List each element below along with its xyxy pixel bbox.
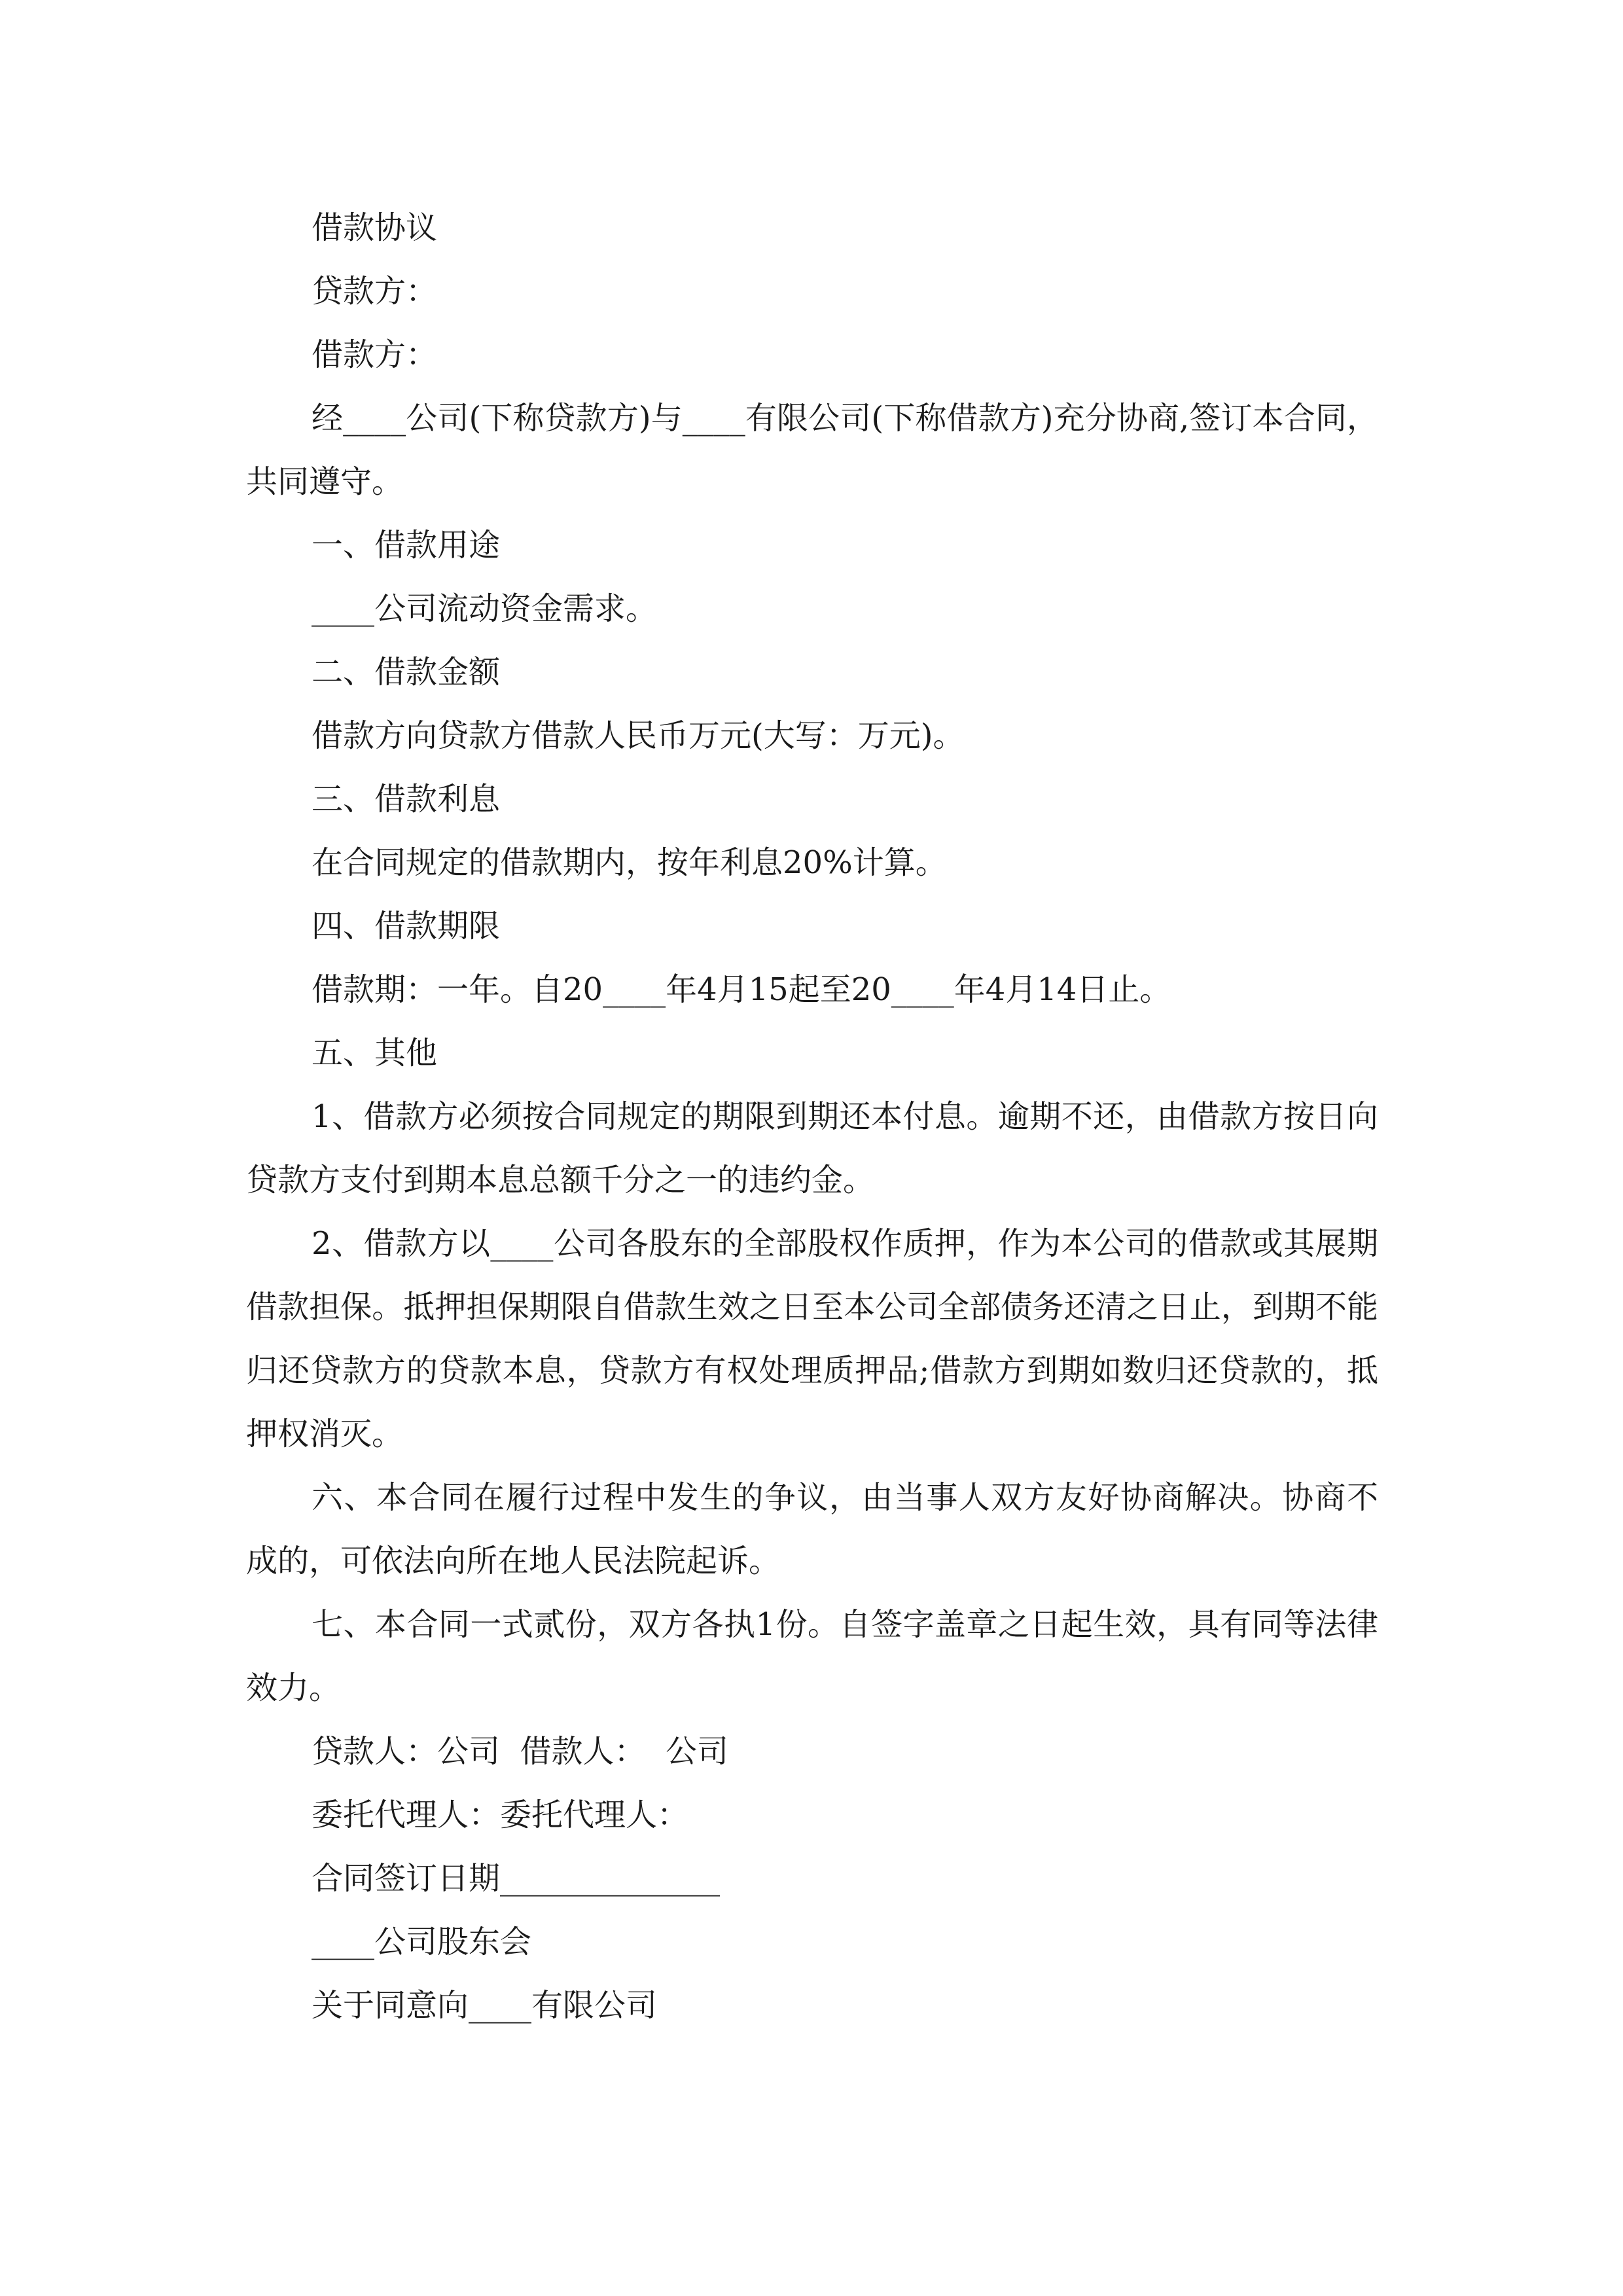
preamble-paragraph: 经____公司(下称贷款方)与____有限公司(下称借款方)充分协商,签订本合同，共同遵守。 xyxy=(246,400,1378,500)
section-heading-purpose: 一、借款用途 xyxy=(312,527,501,564)
clause-1-paragraph: 1、借款方必须按合同规定的期限到期还本付息。逾期不还，由借款方按日向贷款方支付到期本息总额千分之一的违约金。 xyxy=(246,1098,1378,1198)
section-heading-interest: 三、借款利息 xyxy=(312,781,501,817)
resolution-title-line: 关于同意向____有限公司 xyxy=(312,1987,658,2024)
signature-parties-line: 贷款人：公司 借款人： 公司 xyxy=(312,1733,729,1770)
document-title: 借款协议 xyxy=(312,209,438,246)
amount-paragraph: 借款方向贷款方借款人民币万元(大写：万元)。 xyxy=(312,717,965,754)
section-heading-other: 五、其他 xyxy=(312,1035,438,1071)
interest-paragraph: 在合同规定的借款期内，按年利息20%计算。 xyxy=(312,844,947,881)
section-heading-term: 四、借款期限 xyxy=(312,908,501,944)
borrower-line: 借款方： xyxy=(312,336,438,373)
lender-line: 贷款方： xyxy=(312,273,438,310)
dispute-paragraph: 六、本合同在履行过程中发生的争议，由当事人双方友好协商解决。协商不成的，可依法向所在地人民法院起诉。 xyxy=(246,1479,1378,1579)
copies-paragraph: 七、本合同一式贰份，双方各执1份。自签字盖章之日起生效，具有同等法律效力。 xyxy=(246,1606,1378,1706)
agents-line: 委托代理人：委托代理人： xyxy=(312,1797,689,1833)
clause-2-paragraph: 2、借款方以____公司各股东的全部股权作质押，作为本公司的借款或其展期借款担保。抵押担保期限自借款生效之日至本公司全部债务还清之日止，到期不能归还贷款方的贷款本息，贷款方有权处理质押品;借款方到期如数归还贷款的，抵押权消灭。 xyxy=(246,1225,1378,1452)
purpose-paragraph: ____公司流动资金需求。 xyxy=(312,590,658,627)
document-body xyxy=(246,196,1378,2037)
signing-date-line: 合同签订日期______________ xyxy=(312,1860,721,1897)
shareholders-meeting-line: ____公司股东会 xyxy=(312,1924,532,1960)
term-paragraph: 借款期：一年。自20____年4月15起至20____年4月14日止。 xyxy=(312,971,1171,1008)
section-heading-amount: 二、借款金额 xyxy=(312,654,501,691)
